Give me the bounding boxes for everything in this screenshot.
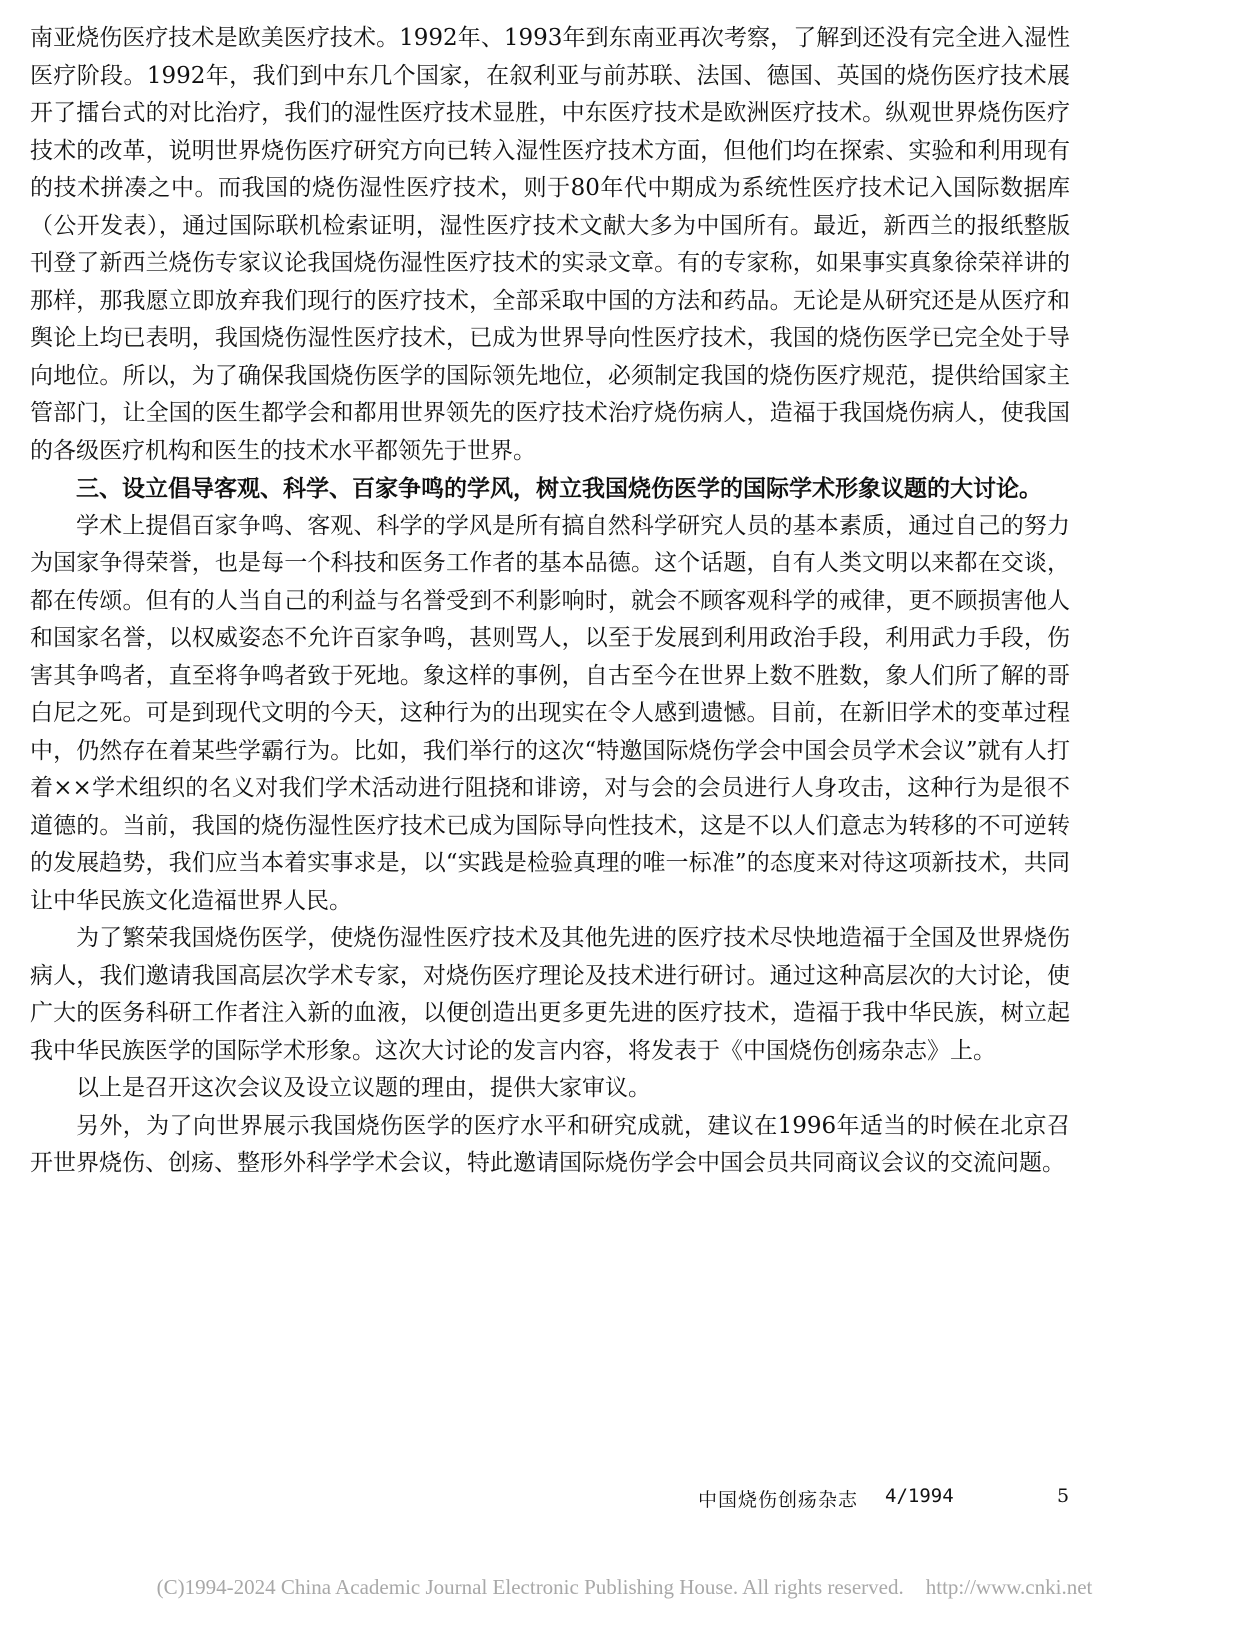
section-heading-3: 三、设立倡导客观、科学、百家争鸣的学风，树立我国烧伤医学的国际学术形象议题的大讨论。 xyxy=(76,475,1042,502)
cnki-url-link[interactable]: http://www.cnki.net xyxy=(925,1575,1093,1599)
paragraph-1: 南亚烧伤医疗技术是欧美医疗技术。1992年、1993年到东南亚再次考察，了解到还没有完全进入湿性医疗阶段。1992年，我们到中东几个国家，在叙利亚与前苏联、法国、德国、英国的烧伤医疗技术展开了擂台式的对比治疗，我们的湿性医疗技术显胜，中东医疗技术是欧洲医疗技术。纵观世界烧伤医疗技术的改革，说明世界烧伤医疗研究方向已转入湿性医疗技术方面，但他们均在探索、实验和利用现有的技术拼凑之中。而我国的烧伤湿性医疗技术，则于80年代中期成为系统性医疗技术记入国际数据库（公开发表），通过国际联机检索证明，湿性医疗技术文献大多为中国所有。最近，新西兰的报纸整版刊登了新西兰烧伤专家议论我国烧伤湿性医疗技术的实录文章。有的专家称，如果事实真象徐荣祥讲的那样，那我愿立即放弃我们现行的医疗技术，全部采取中国的方法和药品。无论是从研究还是从医疗和舆论上均已表明，我国烧伤湿性医疗技术，已成为世界导向性医疗技术，我国的烧伤医学已完全处于导向地位。所以，为了确保我国烧伤医学的国际领先地位，必须制定我国的烧伤医疗规范，提供给国家主管部门，让全国的医生都学会和都用世界领先的医疗技术治疗烧伤病人，造福于我国烧伤病人，使我国的各级医疗机构和医生的技术水平都领先于世界。 xyxy=(30,25,1070,464)
paragraph-3: 为了繁荣我国烧伤医学，使烧伤湿性医疗技术及其他先进的医疗技术尽快地造福于全国及世界烧伤病人，我们邀请我国高层次学术专家，对烧伤医疗理论及技术进行研讨。通过这种高层次的大讨论，使广大的医务科研工作者注入新的血液，以便创造出更多更先进的医疗技术，造福于我中华民族，树立起我中华民族医学的国际学术形象。这次大讨论的发言内容，将发表于《中国烧伤创疡杂志》上。 xyxy=(30,925,1070,1064)
footer-page-number: 5 xyxy=(1057,1485,1070,1507)
footer-journal-name: 中国烧伤创疡杂志 xyxy=(698,1489,859,1511)
paragraph-2: 学术上提倡百家争鸣、客观、科学的学风是所有搞自然科学研究人员的基本素质，通过自己的努力为国家争得荣誉，也是每一个科技和医务工作者的基本品德。这个话题，自有人类文明以来都在交谈，都在传颂。但有的人当自己的利益与名誉受到不利影响时，就会不顾客观科学的戒律，更不顾损害他人和国家名誉，以权威姿态不允许百家争鸣，甚则骂人，以至于发展到利用政治手段，利用武力手段，伤害其争鸣者，直至将争鸣者致于死地。象这样的事例，自古至今在世界上数不胜数，象人们所了解的哥白尼之死。可是到现代文明的今天，这种行为的出现实在令人感到遗憾。目前，在新旧学术的变革过程中，仍然存在着某些学霸行为。比如，我们举行的这次“特邀国际烧伤学会中国会员学术会议”就有人打着××学术组织的名义对我们学术活动进行阻挠和诽谤，对与会的会员进行人身攻击，这种行为是很不道德的。当前，我国的烧伤湿性医疗技术已成为国际导向性技术，这是不以人们意志为转移的不可逆转的发展趋势，我们应当本着实事求是，以“实践是检验真理的唯一标准”的态度来对待这项新技术，共同让中华民族文化造福世界人民。 xyxy=(30,512,1070,914)
footer-issue: 4/1994 xyxy=(885,1485,954,1507)
copyright-watermark xyxy=(0,1575,1249,1600)
copyright-text: (C)1994-2024 China Academic Journal Electronic Publishing House. All rights reserved. xyxy=(156,1575,904,1599)
article-body xyxy=(30,20,1070,1183)
paragraph-5: 另外，为了向世界展示我国烧伤医学的医疗水平和研究成就，建议在1996年适当的时候在北京召开世界烧伤、创疡、整形外科学学术会议，特此邀请国际烧伤学会中国会员共同商议会议的交流问题。 xyxy=(30,1112,1070,1176)
paragraph-4: 以上是召开这次会议及设立议题的理由，提供大家审议。 xyxy=(76,1075,651,1101)
